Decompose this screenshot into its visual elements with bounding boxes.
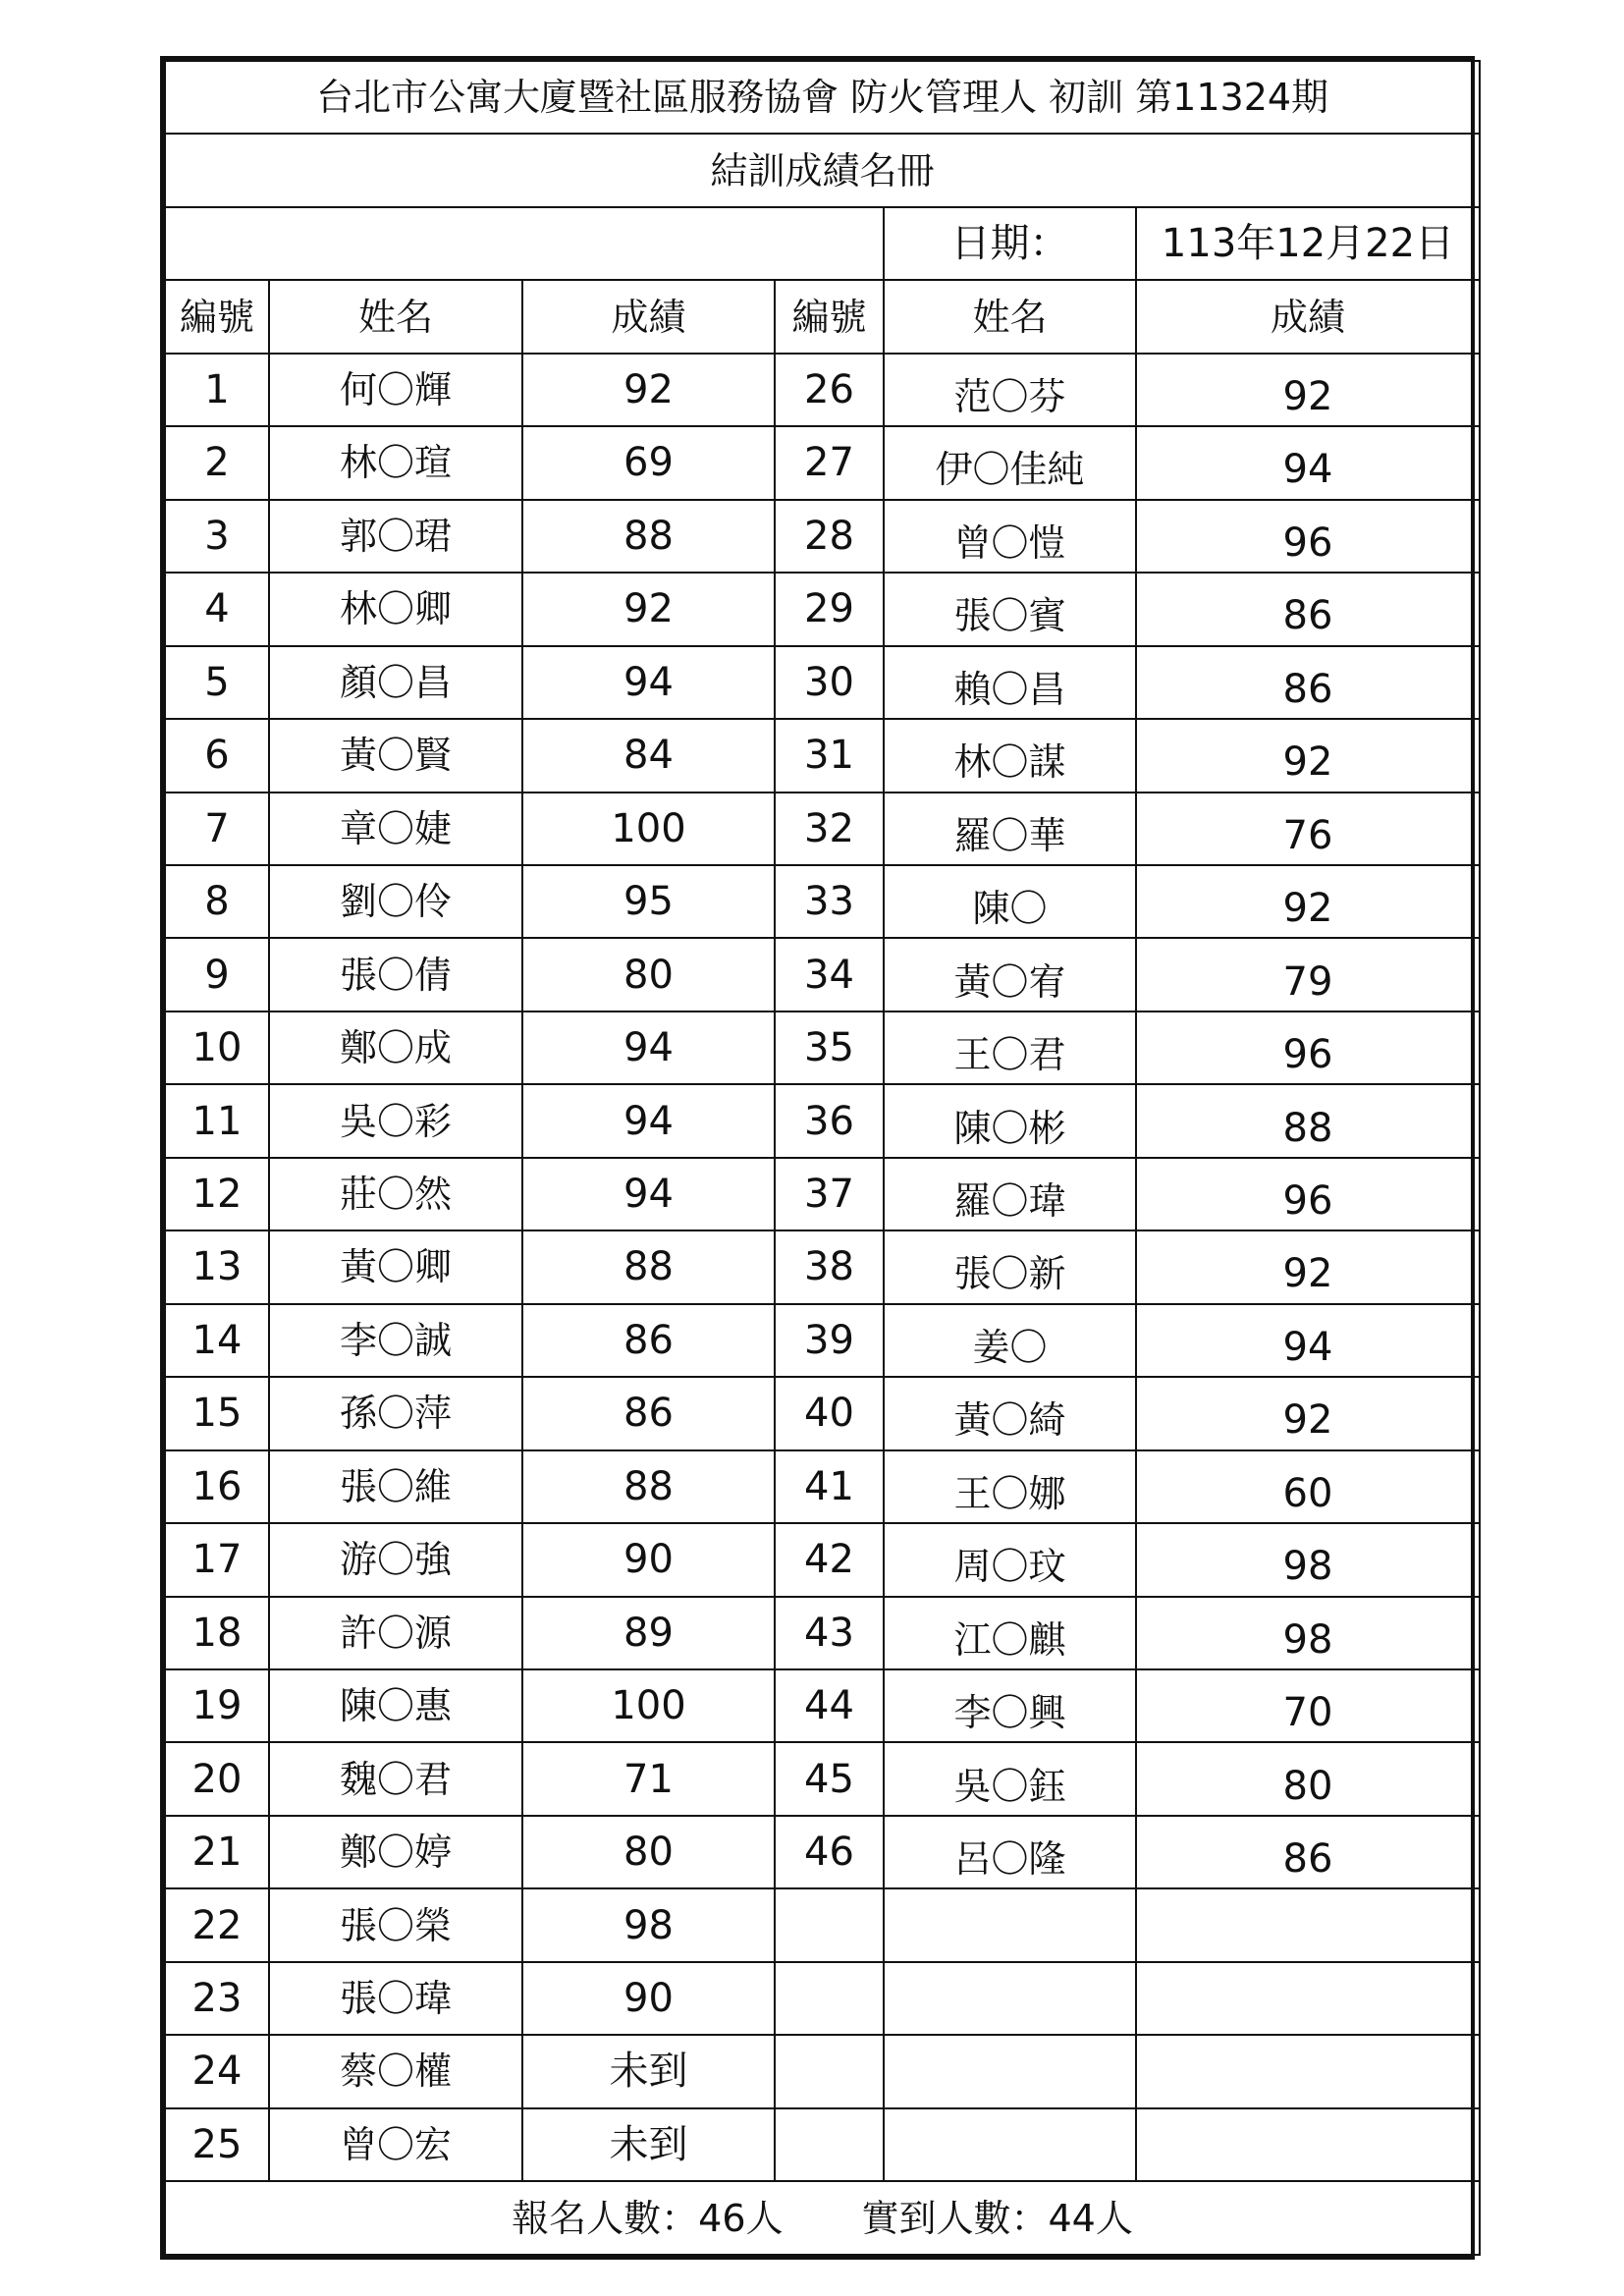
trainee-name: 陳〇 [884,865,1136,938]
row-number: 21 [165,1816,269,1888]
trainee-name: 張〇賓 [884,573,1136,645]
table-row [165,1597,1480,1669]
date-value: 113年12月22日 [1136,207,1480,280]
trainee-name: 張〇瑋 [269,1962,522,2035]
row-number: 27 [775,426,884,499]
trainee-name: 孫〇萍 [269,1377,522,1449]
row-number: 34 [775,938,884,1011]
empty-cell [884,1962,1136,2035]
trainee-score: 80 [522,938,775,1011]
trainee-score: 60 [1136,1450,1480,1523]
trainee-score: 76 [1136,793,1480,865]
trainee-name: 莊〇然 [269,1158,522,1230]
trainee-name: 張〇倩 [269,938,522,1011]
row-number: 8 [165,865,269,938]
row-number: 43 [775,1597,884,1669]
table-row [165,500,1480,573]
trainee-score: 92 [1136,1230,1480,1303]
trainee-name: 黃〇賢 [269,719,522,792]
table-row [165,354,1480,426]
trainee-score: 92 [1136,1377,1480,1449]
trainee-name: 張〇維 [269,1450,522,1523]
trainee-score: 69 [522,426,775,499]
trainee-score: 88 [1136,1084,1480,1157]
trainee-score: 未到 [522,2108,775,2181]
trainee-name: 林〇瑄 [269,426,522,499]
header-score-left: 成績 [522,280,775,353]
registered-count: 報名人數：46人 [512,2196,784,2240]
document-title: 台北市公寓大廈暨社區服務協會 防火管理人 初訓 第11324期 [165,61,1480,134]
empty-cell [1136,1888,1480,1961]
table-row [165,426,1480,499]
table-row [165,1158,1480,1230]
row-number: 36 [775,1084,884,1157]
header-number-left: 編號 [165,280,269,353]
row-number: 22 [165,1888,269,1961]
trainee-name: 江〇麒 [884,1597,1136,1669]
row-number: 38 [775,1230,884,1303]
header-name-left: 姓名 [269,280,522,353]
table-row [165,1230,1480,1303]
row-number: 17 [165,1523,269,1596]
trainee-name: 王〇君 [884,1011,1136,1084]
trainee-name: 李〇誠 [269,1304,522,1377]
trainee-name: 蔡〇權 [269,2035,522,2107]
row-number: 46 [775,1816,884,1888]
trainee-name: 鄭〇成 [269,1011,522,1084]
trainee-score: 80 [522,1816,775,1888]
row-number: 15 [165,1377,269,1449]
trainee-score: 96 [1136,1158,1480,1230]
table-row [165,1962,1480,2035]
row-number: 23 [165,1962,269,2035]
row-number: 42 [775,1523,884,1596]
trainee-score: 90 [522,1962,775,2035]
trainee-name: 魏〇君 [269,1742,522,1815]
empty-cell [1136,2108,1480,2181]
row-number: 32 [775,793,884,865]
trainee-score: 100 [522,1669,775,1742]
trainee-name: 陳〇惠 [269,1669,522,1742]
trainee-name: 黃〇宥 [884,938,1136,1011]
row-number: 45 [775,1742,884,1815]
trainee-name: 范〇芬 [884,354,1136,426]
table-row [165,1888,1480,1961]
trainee-name: 許〇源 [269,1597,522,1669]
row-number: 20 [165,1742,269,1815]
table-row [165,793,1480,865]
trainee-name: 張〇新 [884,1230,1136,1303]
table-row [165,573,1480,645]
trainee-name: 黃〇卿 [269,1230,522,1303]
trainee-name: 陳〇彬 [884,1084,1136,1157]
trainee-score: 94 [522,1084,775,1157]
trainee-name: 李〇興 [884,1669,1136,1742]
trainee-name: 郭〇珺 [269,500,522,573]
trainee-score: 92 [1136,719,1480,792]
row-number: 7 [165,793,269,865]
row-number: 24 [165,2035,269,2107]
trainee-name: 王〇娜 [884,1450,1136,1523]
header-name-right: 姓名 [884,280,1136,353]
table-row [165,938,1480,1011]
empty-cell [775,2035,884,2107]
trainee-score: 89 [522,1597,775,1669]
row-number: 37 [775,1158,884,1230]
row-number: 3 [165,500,269,573]
header-number-right: 編號 [775,280,884,353]
row-number: 18 [165,1597,269,1669]
table-row [165,1450,1480,1523]
row-number: 29 [775,573,884,645]
attendance-summary [165,2181,1480,2255]
empty-cell [884,2035,1136,2107]
empty-cell [775,1888,884,1961]
row-number: 4 [165,573,269,645]
trainee-name: 姜〇 [884,1304,1136,1377]
date-label: 日期： [884,207,1136,280]
row-number: 10 [165,1011,269,1084]
empty-cell [775,2108,884,2181]
trainee-score: 86 [1136,646,1480,719]
trainee-name: 林〇卿 [269,573,522,645]
row-number: 19 [165,1669,269,1742]
table-row [165,1816,1480,1888]
table-row [165,719,1480,792]
row-number: 16 [165,1450,269,1523]
empty-cell [884,2108,1136,2181]
trainee-name: 羅〇瑋 [884,1158,1136,1230]
trainee-score: 86 [1136,573,1480,645]
trainee-score: 92 [1136,865,1480,938]
trainee-score: 98 [1136,1597,1480,1669]
row-number: 14 [165,1304,269,1377]
empty-cell [1136,1962,1480,2035]
trainee-score: 71 [522,1742,775,1815]
trainee-name: 周〇玟 [884,1523,1136,1596]
trainee-score: 92 [522,573,775,645]
trainee-name: 吳〇鈺 [884,1742,1136,1815]
trainee-score: 84 [522,719,775,792]
trainee-score: 94 [1136,1304,1480,1377]
trainee-score: 92 [522,354,775,426]
table-row [165,1523,1480,1596]
date-row-blank [165,207,884,280]
trainee-score: 88 [522,1450,775,1523]
trainee-score: 79 [1136,938,1480,1011]
trainee-name: 顏〇昌 [269,646,522,719]
trainee-score: 94 [522,646,775,719]
trainee-name: 黃〇綺 [884,1377,1136,1449]
trainee-score: 88 [522,1230,775,1303]
row-number: 11 [165,1084,269,1157]
trainee-name: 羅〇華 [884,793,1136,865]
table-row [165,646,1480,719]
trainee-name: 章〇婕 [269,793,522,865]
trainee-score: 96 [1136,500,1480,573]
empty-cell [1136,2035,1480,2107]
attended-count: 實到人數：44人 [861,2196,1133,2240]
table-row [165,2108,1480,2181]
document-subtitle: 結訓成績名冊 [165,134,1480,206]
header-score-right: 成績 [1136,280,1480,353]
row-number: 30 [775,646,884,719]
trainee-score: 92 [1136,354,1480,426]
table-row [165,2035,1480,2107]
trainee-score: 94 [522,1158,775,1230]
trainee-name: 曾〇宏 [269,2108,522,2181]
row-number: 31 [775,719,884,792]
row-number: 44 [775,1669,884,1742]
trainee-score: 96 [1136,1011,1480,1084]
trainee-score: 90 [522,1523,775,1596]
row-number: 26 [775,354,884,426]
trainee-name: 林〇謀 [884,719,1136,792]
roster-sheet [160,56,1475,2260]
row-number: 13 [165,1230,269,1303]
trainee-score: 94 [522,1011,775,1084]
row-number: 25 [165,2108,269,2181]
row-number: 39 [775,1304,884,1377]
row-number: 33 [775,865,884,938]
trainee-name: 伊〇佳純 [884,426,1136,499]
row-number: 1 [165,354,269,426]
trainee-name: 鄭〇婷 [269,1816,522,1888]
trainee-score: 80 [1136,1742,1480,1815]
trainee-name: 賴〇昌 [884,646,1136,719]
empty-cell [775,1962,884,2035]
table-row [165,1742,1480,1815]
trainee-score: 未到 [522,2035,775,2107]
trainee-name: 劉〇伶 [269,865,522,938]
table-row [165,1377,1480,1449]
empty-cell [884,1888,1136,1961]
row-number: 2 [165,426,269,499]
trainee-name: 游〇強 [269,1523,522,1596]
trainee-score: 86 [522,1304,775,1377]
trainee-name: 呂〇隆 [884,1816,1136,1888]
trainee-score: 98 [1136,1523,1480,1596]
trainee-score: 95 [522,865,775,938]
trainee-score: 98 [522,1888,775,1961]
table-row [165,1011,1480,1084]
trainee-score: 86 [1136,1816,1480,1888]
trainee-score: 70 [1136,1669,1480,1742]
table-row [165,1084,1480,1157]
row-number: 6 [165,719,269,792]
row-number: 9 [165,938,269,1011]
trainee-score: 86 [522,1377,775,1449]
table-row [165,1304,1480,1377]
row-number: 40 [775,1377,884,1449]
trainee-name: 吳〇彩 [269,1084,522,1157]
row-number: 12 [165,1158,269,1230]
trainee-name: 張〇榮 [269,1888,522,1961]
trainee-name: 曾〇愷 [884,500,1136,573]
table-row [165,1669,1480,1742]
table-row [165,865,1480,938]
trainee-score: 100 [522,793,775,865]
trainee-score: 94 [1136,426,1480,499]
trainee-score: 88 [522,500,775,573]
trainee-name: 何〇輝 [269,354,522,426]
row-number: 28 [775,500,884,573]
row-number: 41 [775,1450,884,1523]
score-roster-table [164,60,1481,2256]
row-number: 5 [165,646,269,719]
row-number: 35 [775,1011,884,1084]
